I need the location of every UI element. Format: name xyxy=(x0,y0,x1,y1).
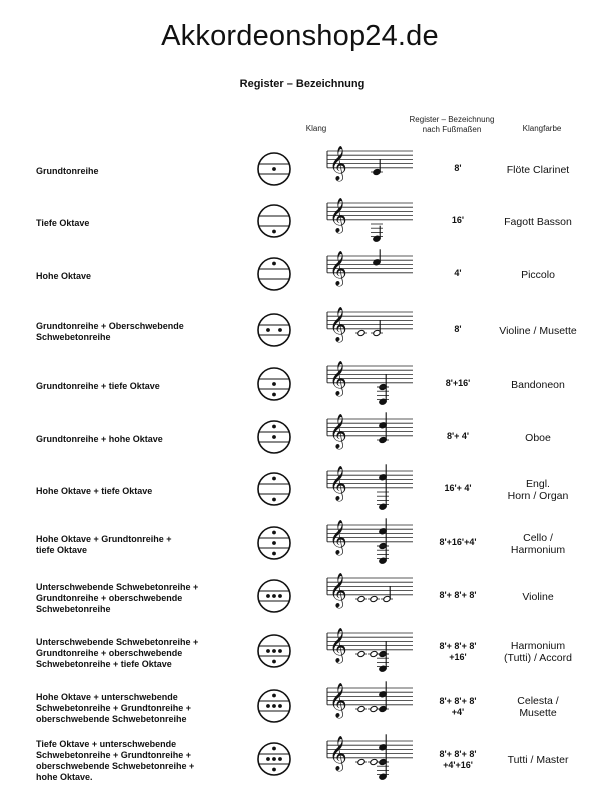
staff-notation xyxy=(325,625,415,677)
register-label: Hohe Oktave + unterschwebende Schwebetonreihe + Grundtonreihe + oberschwebende Schwebetonreihe xyxy=(36,691,192,724)
register-dot xyxy=(272,498,276,502)
treble-clef-icon: 𝄞 xyxy=(329,251,347,286)
register-label: Unterschwebende Schwebetonreihe + Grundtonreihe + oberschwebende Schwebetonreihe + tiefe Oktave xyxy=(36,636,199,669)
register-row xyxy=(0,463,600,519)
register-dot xyxy=(272,382,276,386)
register-dot xyxy=(272,594,276,598)
register-footage: 8' xyxy=(454,163,462,173)
register-dot xyxy=(272,230,276,234)
register-row xyxy=(0,733,600,789)
register-label: Hohe Oktave + Grundtonreihe + tiefe Oktave xyxy=(36,534,172,555)
register-dot xyxy=(272,694,276,698)
register-dot xyxy=(272,262,276,266)
register-symbol xyxy=(256,151,292,187)
register-timbre: Tutti / Master xyxy=(507,754,569,766)
register-row xyxy=(0,143,600,199)
register-row xyxy=(0,680,600,736)
note-head xyxy=(357,595,365,602)
register-timbre: Cello / Harmonium xyxy=(510,532,566,556)
register-footage: 8' xyxy=(454,324,462,334)
klang-staff xyxy=(325,733,415,785)
klang-staff xyxy=(325,143,415,195)
register-label: Grundtonreihe + hohe Oktave xyxy=(36,433,163,444)
register-symbol xyxy=(256,419,292,455)
register-symbol-icon xyxy=(256,525,292,561)
register-symbol xyxy=(256,633,292,669)
register-footage: 16' xyxy=(451,215,465,225)
register-symbol xyxy=(256,525,292,561)
klang-staff xyxy=(325,304,415,356)
column-header-fussmass: Register – Bezeichnung nach Fußmaßen xyxy=(409,115,495,134)
note-head xyxy=(357,650,365,657)
register-dot xyxy=(272,649,276,653)
register-timbre: Violine / Musette xyxy=(499,325,577,337)
register-dot xyxy=(272,393,276,397)
register-symbol xyxy=(256,578,292,614)
register-dot xyxy=(266,649,270,653)
register-symbol-icon xyxy=(256,741,292,777)
register-label: Hohe Oktave + tiefe Oktave xyxy=(36,485,153,496)
register-symbol xyxy=(256,256,292,292)
staff-notation xyxy=(325,463,415,515)
register-row xyxy=(0,304,600,360)
klang-staff xyxy=(325,463,415,515)
staff-notation xyxy=(325,570,415,622)
register-symbol-icon xyxy=(256,688,292,724)
register-symbol-icon xyxy=(256,471,292,507)
register-dot xyxy=(266,704,270,708)
staff-notation xyxy=(325,411,415,463)
register-dot xyxy=(278,328,282,332)
register-dot xyxy=(272,552,276,556)
note-head xyxy=(370,595,378,602)
register-footage: 16'+ 4' xyxy=(444,483,472,493)
column-header-klangfarbe: Klangfarbe xyxy=(522,124,562,133)
register-footage: 8'+ 8'+ 8' +4'+16' xyxy=(439,749,477,770)
treble-clef-icon: 𝄞 xyxy=(329,198,347,233)
klang-staff xyxy=(325,358,415,410)
register-dot xyxy=(272,541,276,545)
treble-clef-icon: 𝄞 xyxy=(329,520,347,555)
note-head xyxy=(370,650,378,657)
klang-staff xyxy=(325,248,415,300)
note-head xyxy=(370,758,378,765)
register-footage: 8'+16' xyxy=(445,378,471,388)
treble-clef-icon: 𝄞 xyxy=(329,466,347,501)
note-head xyxy=(357,705,365,712)
register-symbol-icon xyxy=(256,419,292,455)
register-row xyxy=(0,625,600,681)
column-header-klang: Klang xyxy=(305,124,327,133)
register-timbre: Flöte Clarinet xyxy=(506,164,570,176)
register-footage: 8'+ 8'+ 8' +4' xyxy=(439,696,477,717)
register-dot xyxy=(272,435,276,439)
register-dot xyxy=(272,768,276,772)
register-dot xyxy=(266,757,270,761)
treble-clef-icon: 𝄞 xyxy=(329,414,347,449)
register-symbol xyxy=(256,688,292,724)
register-label: Unterschwebende Schwebetonreihe + Grundtonreihe + oberschwebende Schwebetonreihe xyxy=(36,581,199,614)
register-timbre: Celesta / Musette xyxy=(517,695,559,719)
staff-notation xyxy=(325,143,415,195)
register-symbol-icon xyxy=(256,151,292,187)
register-timbre: Piccolo xyxy=(521,269,555,281)
register-timbre: Violine xyxy=(522,591,554,603)
register-footage: 8'+ 8'+ 8' xyxy=(439,590,477,600)
register-symbol-icon xyxy=(256,203,292,239)
register-timbre: Oboe xyxy=(525,432,551,444)
treble-clef-icon: 𝄞 xyxy=(329,573,347,608)
register-row xyxy=(0,517,600,573)
register-timbre: Fagott Basson xyxy=(504,216,572,228)
register-label: Tiefe Oktave + unterschwebende Schwebetonreihe + Grundtonreihe + oberschwebende Schwebetonreihe + hohe Oktave. xyxy=(36,739,195,782)
register-symbol xyxy=(256,366,292,402)
klang-staff xyxy=(325,517,415,569)
klang-staff xyxy=(325,680,415,732)
treble-clef-icon: 𝄞 xyxy=(329,307,347,342)
note-head xyxy=(357,329,365,336)
register-dot xyxy=(272,757,276,761)
register-row xyxy=(0,248,600,304)
treble-clef-icon: 𝄞 xyxy=(329,146,347,181)
register-row xyxy=(0,570,600,626)
register-footage: 8'+16'+4' xyxy=(439,537,477,547)
register-dot xyxy=(272,167,276,171)
treble-clef-icon: 𝄞 xyxy=(329,736,347,771)
register-dot xyxy=(278,594,282,598)
klang-staff xyxy=(325,570,415,622)
register-dot xyxy=(272,425,276,429)
register-dot xyxy=(272,477,276,481)
register-symbol xyxy=(256,741,292,777)
register-dot xyxy=(272,660,276,664)
staff-notation xyxy=(325,733,415,785)
treble-clef-icon: 𝄞 xyxy=(329,628,347,663)
page-heading: Register – Bezeichnung xyxy=(239,78,365,90)
register-timbre: Engl. Horn / Organ xyxy=(507,478,569,502)
register-symbol-icon xyxy=(256,256,292,292)
register-label: Hohe Oktave xyxy=(36,270,92,281)
register-symbol-icon xyxy=(256,578,292,614)
note-head xyxy=(370,705,378,712)
register-symbol xyxy=(256,312,292,348)
register-label: Grundtonreihe + Oberschwebende Schwebetonreihe xyxy=(36,321,184,342)
register-symbol-icon xyxy=(256,633,292,669)
register-row xyxy=(0,195,600,251)
treble-clef-icon: 𝄞 xyxy=(329,361,347,396)
register-footage: 4' xyxy=(454,268,462,278)
staff-notation xyxy=(325,517,415,569)
register-dot xyxy=(278,757,282,761)
register-timbre: Bandoneon xyxy=(511,379,565,391)
klang-staff xyxy=(325,195,415,247)
register-dot xyxy=(278,704,282,708)
register-dot xyxy=(272,747,276,751)
register-symbol xyxy=(256,471,292,507)
register-label: Grundtonreihe + tiefe Oktave xyxy=(36,380,160,391)
site-title: Akkordeonshop24.de xyxy=(161,20,439,52)
staff-notation xyxy=(325,358,415,410)
klang-staff xyxy=(325,625,415,677)
staff-notation xyxy=(325,304,415,356)
register-row xyxy=(0,358,600,414)
register-dot xyxy=(272,531,276,535)
register-footage: 8'+ 8'+ 8' +16' xyxy=(439,641,477,662)
note-head xyxy=(357,758,365,765)
staff-notation xyxy=(325,248,415,300)
register-symbol xyxy=(256,203,292,239)
register-label: Tiefe Oktave xyxy=(36,217,90,228)
register-footage: 8'+ 4' xyxy=(446,431,470,441)
staff-notation xyxy=(325,195,415,247)
register-dot xyxy=(266,328,270,332)
register-row xyxy=(0,411,600,467)
register-label: Grundtonreihe xyxy=(36,165,99,176)
register-symbol-icon xyxy=(256,312,292,348)
staff-notation xyxy=(325,680,415,732)
klang-staff xyxy=(325,411,415,463)
register-timbre: Harmonium (Tutti) / Accord xyxy=(504,640,572,664)
treble-clef-icon: 𝄞 xyxy=(329,683,347,718)
register-dot xyxy=(278,649,282,653)
register-symbol-icon xyxy=(256,366,292,402)
register-dot xyxy=(272,704,276,708)
register-dot xyxy=(266,594,270,598)
